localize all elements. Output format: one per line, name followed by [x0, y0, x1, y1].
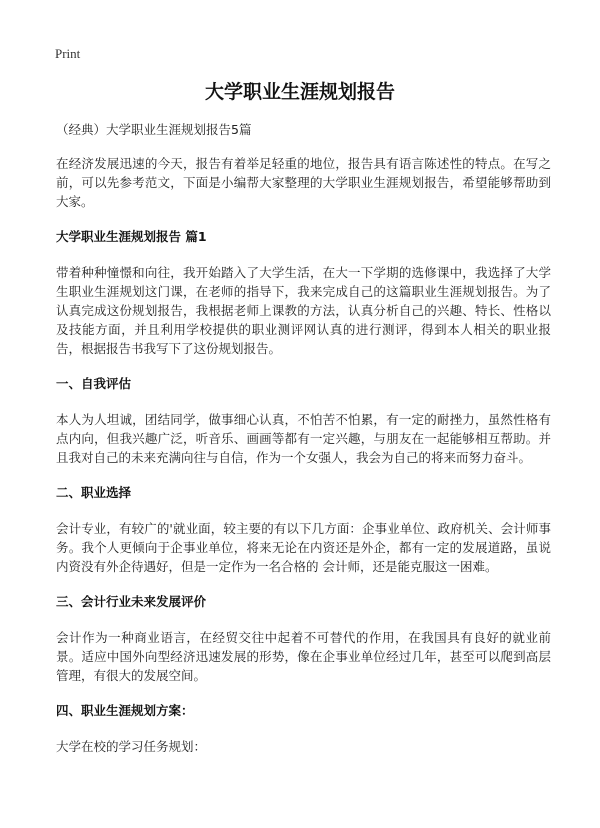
document-title: 大学职业生涯规划报告	[204, 81, 395, 103]
print-link[interactable]: Print	[55, 46, 81, 61]
section-text-industry-outlook: 会计作为一种商业语言，在经贸交往中起着不可替代的作用，在我国具有良好的就业前景。适应中国外向型经济迅速发展的形势，像在企事业单位经过几年，甚至可以爬到高层管理，有很大的发展空间。	[56, 630, 551, 683]
section-heading-self-assessment: 一、自我评估	[56, 376, 132, 391]
section-text-career-plan: 大学在校的学习任务规划：	[56, 739, 207, 754]
section-text-career-choice: 会计专业，有较广的'就业面，较主要的有以下几方面：企事业单位、政府机关、会计师事务。我个人更倾向于企事业单位，将来无论在内资还是外企，都有一定的发展道路，虽说内资没有外企待遇好，但是一定作为一名合格的 会计师，还是能克服这一困难。	[56, 521, 551, 574]
part1-heading: 大学职业生涯规划报告 篇1	[56, 229, 207, 244]
intro-paragraph: 在经济发展迅速的今天，报告有着举足轻重的地位，报告具有语言陈述性的特点。在写之前，可以先参考范文，下面是小编帮大家整理的大学职业生涯规划报告，希望能够帮助到大家。	[56, 156, 551, 209]
document-subtitle: （经典）大学职业生涯规划报告5篇	[56, 122, 252, 137]
part1-paragraph: 带着种种憧憬和向往，我开始踏入了大学生活，在大一下学期的选修课中，我选择了大学生职业生涯规划这门课，在老师的指导下，我来完成自己的这篇职业生涯规划报告。为了认真完成这份规划报告，我根据老师上课教的方法，认真分析自己的兴趣、特长、性格以及技能方面，并且利用学校提供的职业测评网认真的进行测评，得到本人相关的职业报告，根据报告书我写下了这份规划报告。	[56, 265, 551, 356]
section-text-self-assessment: 本人为人坦诚，团结同学，做事细心认真，不怕苦不怕累，有一定的耐挫力，虽然性格有点内向，但我兴趣广泛，听音乐、画画等都有一定兴趣，与朋友在一起能够相互帮助。并且我对自己的未来充满向往与自信，作为一个女强人，我会为自己的将来而努力奋斗。	[56, 412, 551, 465]
document-body	[56, 120, 551, 772]
section-heading-industry-outlook: 三、会计行业未来发展评价	[56, 594, 207, 609]
section-heading-career-choice: 二、职业选择	[56, 485, 132, 500]
section-heading-career-plan: 四、职业生涯规划方案：	[56, 703, 194, 718]
